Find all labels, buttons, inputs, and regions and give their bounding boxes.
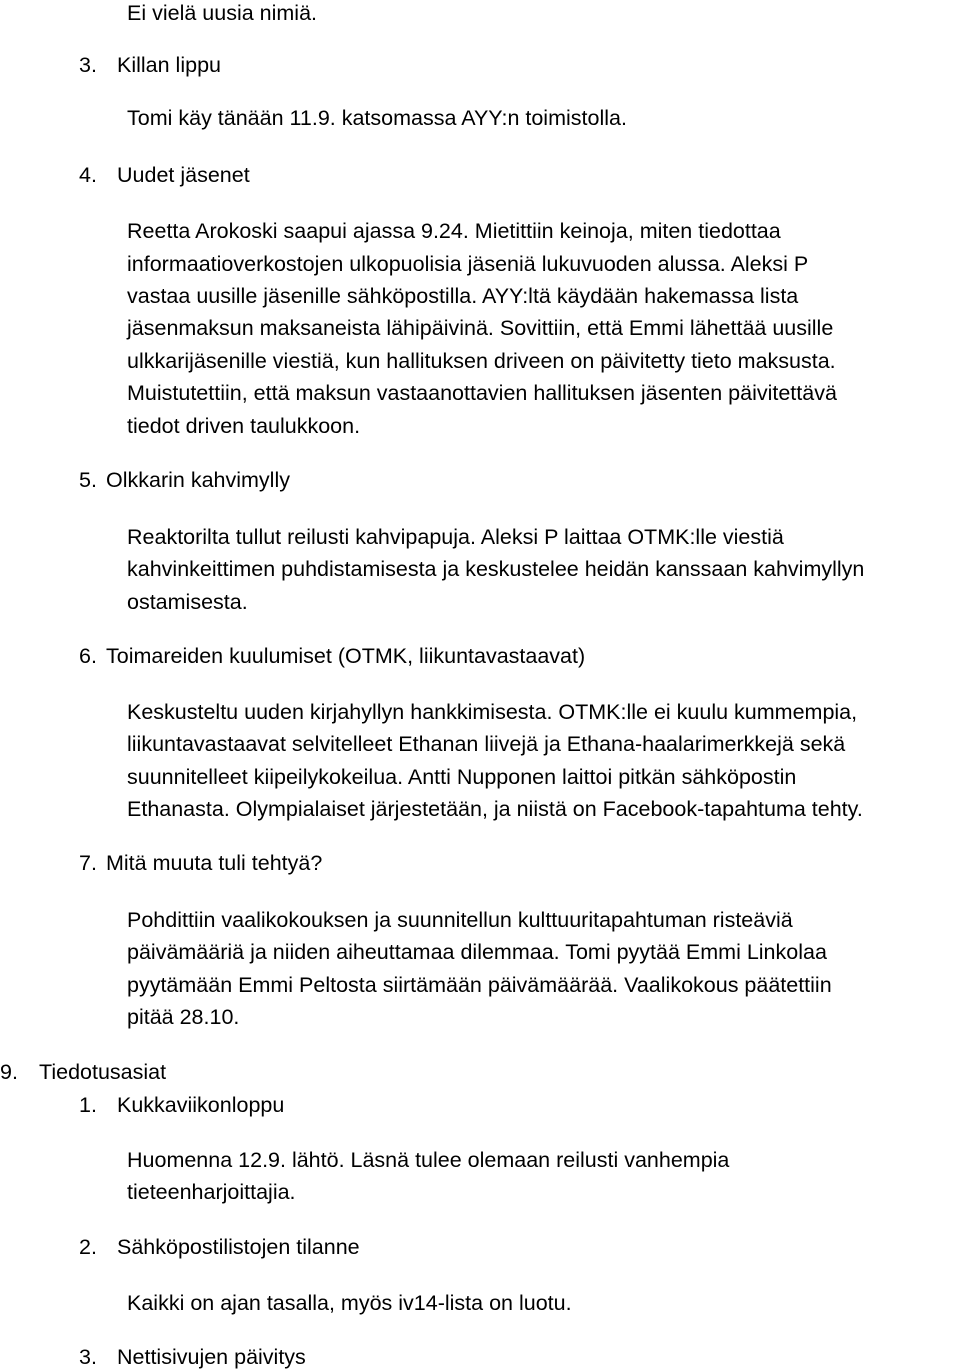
subitem-3-number: 3. bbox=[79, 1345, 97, 1369]
subitem-1-body-line: tieteenharjoittajia. bbox=[127, 1180, 296, 1204]
subitem-1-number: 1. bbox=[79, 1093, 97, 1117]
subitem-3-heading: Nettisivujen päivitys bbox=[117, 1345, 306, 1369]
item-4-body-line: vastaa uusille jäsenille sähköpostilla. AYY:ltä käydään hakemassa lista bbox=[127, 284, 799, 308]
subitem-2-heading: Sähköpostilistojen tilanne bbox=[117, 1235, 360, 1259]
subitem-1-heading: Kukkaviikonloppu bbox=[117, 1093, 285, 1117]
item-6-number: 6. bbox=[79, 644, 97, 668]
item-7-body-line: pitää 28.10. bbox=[127, 1005, 240, 1029]
item-7-body-line: päivämääriä ja niiden aiheuttamaa dilemmaa. Tomi pyytää Emmi Linkolaa bbox=[127, 940, 827, 964]
item-5-body-line: kahvinkeittimen puhdistamisesta ja keskustelee heidän kanssaan kahvimyllyn bbox=[127, 557, 865, 581]
item-4-heading: Uudet jäsenet bbox=[117, 163, 250, 187]
intro-text: Ei vielä uusia nimiä. bbox=[127, 1, 318, 25]
item-7-body-line: pyytämään Emmi Peltosta siirtämään päivämäärää. Vaalikokous päätettiin bbox=[127, 973, 832, 997]
item-4-body-line: tiedot driven taulukkoon. bbox=[127, 414, 361, 438]
subitem-2-body-line: Kaikki on ajan tasalla, myös iv14-lista on luotu. bbox=[127, 1291, 572, 1315]
item-5-number: 5. bbox=[79, 468, 97, 492]
item-6-body-line: liikuntavastaavat selvitelleet Ethanan liivejä ja Ethana-haalarimerkkejä sekä bbox=[127, 732, 846, 756]
item-7-heading: Mitä muuta tuli tehtyä? bbox=[106, 851, 323, 875]
item-4-body-line: Reetta Arokoski saapui ajassa 9.24. Mietittiin keinoja, miten tiedottaa bbox=[127, 219, 781, 243]
item-5-body-line: ostamisesta. bbox=[127, 590, 248, 614]
section-9-number: 9. bbox=[0, 1060, 18, 1084]
item-6-body-line: Ethanasta. Olympialaiset järjestetään, ja niistä on Facebook-tapahtuma tehty. bbox=[127, 797, 863, 821]
item-7-body-line: Pohdittiin vaalikokouksen ja suunnitellun kulttuuritapahtuman risteäviä bbox=[127, 908, 793, 932]
item-3-number: 3. bbox=[79, 53, 97, 77]
item-6-body-line: Keskusteltu uuden kirjahyllyn hankkimisesta. OTMK:lle ei kuulu kummempia, bbox=[127, 700, 858, 724]
item-4-body-line: informaatioverkostojen ulkopuolisia jäseniä lukuvuoden alussa. Aleksi P bbox=[127, 252, 809, 276]
item-4-body-line: ulkkarijäsenille viestiä, kun hallituksen driveen on päivitetty tieto maksusta. bbox=[127, 349, 836, 373]
subitem-1-body-line: Huomenna 12.9. lähtö. Läsnä tulee olemaan reilusti vanhempia bbox=[127, 1148, 730, 1172]
item-3-body-line: Tomi käy tänään 11.9. katsomassa AYY:n toimistolla. bbox=[127, 106, 627, 130]
item-4-number: 4. bbox=[79, 163, 97, 187]
item-4-body-line: jäsenmaksun maksaneista lähipäivinä. Sovittiin, että Emmi lähettää uusille bbox=[127, 316, 834, 340]
item-5-body-line: Reaktorilta tullut reilusti kahvipapuja. Aleksi P laittaa OTMK:lle viestiä bbox=[127, 525, 784, 549]
item-6-heading: Toimareiden kuulumiset (OTMK, liikuntavastaavat) bbox=[106, 644, 586, 668]
item-5-heading: Olkkarin kahvimylly bbox=[106, 468, 290, 492]
item-7-number: 7. bbox=[79, 851, 97, 875]
item-3-heading: Killan lippu bbox=[117, 53, 221, 77]
section-9-heading: Tiedotusasiat bbox=[39, 1060, 167, 1084]
item-4-body-line: Muistutettiin, että maksun vastaanottavien hallituksen jäsenten päivitettävä bbox=[127, 381, 837, 405]
item-6-body-line: suunnitelleet kiipeilykokeilua. Antti Nupponen laittoi pitkän sähköpostin bbox=[127, 765, 797, 789]
subitem-2-number: 2. bbox=[79, 1235, 97, 1259]
